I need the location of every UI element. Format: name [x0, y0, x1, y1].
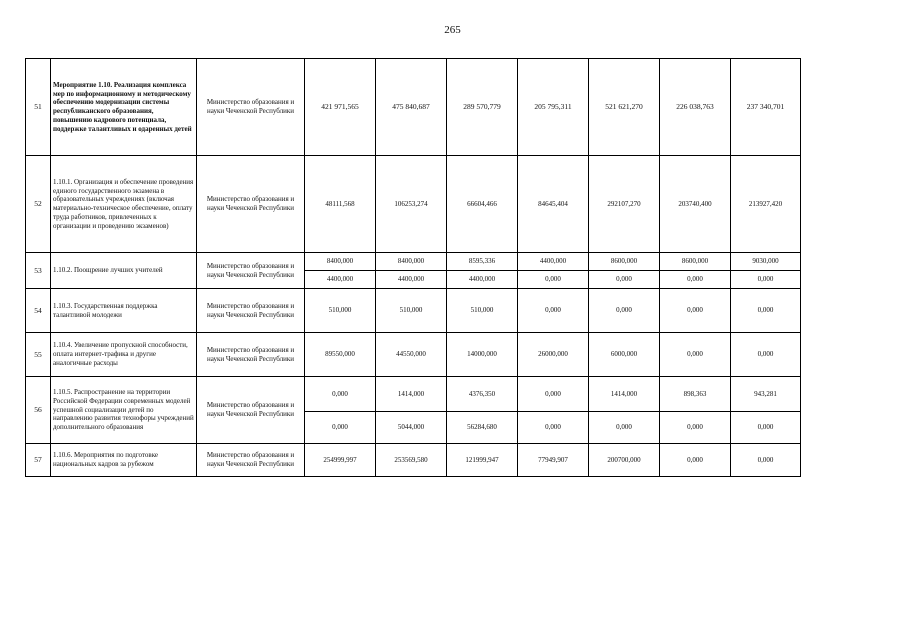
- value-cell: 0,000: [518, 289, 589, 333]
- row-number: 56: [26, 377, 51, 444]
- value-cell: 0,000: [518, 377, 589, 412]
- table-row: [26, 444, 801, 477]
- value-cell: 226 038,763: [660, 59, 731, 156]
- value-cell: 421 971,565: [305, 59, 376, 156]
- responsible-org: Министерство образования и науки Чеченской Республики: [197, 333, 305, 377]
- value-cell: 66604,466: [447, 156, 518, 253]
- value-cell: 213927,420: [731, 156, 801, 253]
- responsible-org: Министерство образования и науки Чеченской Республики: [197, 156, 305, 253]
- measure-name: 1.10.1. Организация и обеспечение проведения единого государственного экзамена в образовательных учреждениях (включая материально-техническое обеспечение, оплату труда работников, привлеченных к организации и проведению экзаменов): [51, 156, 197, 253]
- measure-name: 1.10.3. Государственная поддержка талантливой молодежи: [51, 289, 197, 333]
- value-cell: 8600,000: [589, 253, 660, 271]
- table-row: [26, 253, 801, 271]
- value-cell: 0,000: [731, 444, 801, 477]
- value-cell: 0,000: [589, 412, 660, 444]
- value-cell: 5044,000: [376, 412, 447, 444]
- value-cell: 521 621,270: [589, 59, 660, 156]
- value-cell: 0,000: [731, 289, 801, 333]
- value-cell: 26000,000: [518, 333, 589, 377]
- value-cell: 0,000: [731, 333, 801, 377]
- value-cell: 8595,336: [447, 253, 518, 271]
- measure-name: Мероприятие 1.10. Реализация комплекса мер по информационному и методическому обеспечению модернизации системы республиканского образования, повышению кадрового потенциала, поддержке талантливых и одаренных детей: [51, 59, 197, 156]
- value-cell: 510,000: [447, 289, 518, 333]
- budget-table: [25, 58, 801, 477]
- responsible-org: Министерство образования и науки Чеченской Республики: [197, 59, 305, 156]
- responsible-org: Министерство образования и науки Чеченской Республики: [197, 289, 305, 333]
- row-number: 51: [26, 59, 51, 156]
- value-cell: 8600,000: [660, 253, 731, 271]
- value-cell: 237 340,701: [731, 59, 801, 156]
- value-cell: 205 795,311: [518, 59, 589, 156]
- row-number: 55: [26, 333, 51, 377]
- value-cell: 9030,000: [731, 253, 801, 271]
- value-cell: 0,000: [660, 444, 731, 477]
- table-row: [26, 333, 801, 377]
- value-cell: 475 840,687: [376, 59, 447, 156]
- value-cell: 0,000: [660, 271, 731, 289]
- responsible-org: Министерство образования и науки Чеченской Республики: [197, 444, 305, 477]
- table-row: [26, 59, 801, 156]
- value-cell: 48111,568: [305, 156, 376, 253]
- value-cell: 4400,000: [376, 271, 447, 289]
- measure-name: 1.10.5. Распространение на территории Российской Федерации современных моделей успешной социализации детей по направлению развития технофоры учреждений дополнительного образования: [51, 377, 197, 444]
- value-cell: 84645,404: [518, 156, 589, 253]
- value-cell: 510,000: [305, 289, 376, 333]
- value-cell: 0,000: [589, 271, 660, 289]
- table-row: [26, 377, 801, 412]
- value-cell: 8400,000: [376, 253, 447, 271]
- value-cell: 0,000: [660, 412, 731, 444]
- row-number: 54: [26, 289, 51, 333]
- value-cell: 200700,000: [589, 444, 660, 477]
- table-row: [26, 156, 801, 253]
- table-row: [26, 289, 801, 333]
- value-cell: 4400,000: [518, 253, 589, 271]
- value-cell: 106253,274: [376, 156, 447, 253]
- value-cell: 898,363: [660, 377, 731, 412]
- value-cell: 0,000: [518, 412, 589, 444]
- value-cell: 0,000: [731, 412, 801, 444]
- value-cell: 253569,580: [376, 444, 447, 477]
- value-cell: 510,000: [376, 289, 447, 333]
- value-cell: 203740,400: [660, 156, 731, 253]
- measure-name: 1.10.6. Мероприятия по подготовке национальных кадров за рубежом: [51, 444, 197, 477]
- row-number: 52: [26, 156, 51, 253]
- value-cell: 0,000: [731, 271, 801, 289]
- value-cell: 4376,350: [447, 377, 518, 412]
- value-cell: 0,000: [305, 377, 376, 412]
- value-cell: 1414,000: [376, 377, 447, 412]
- value-cell: 254999,997: [305, 444, 376, 477]
- measure-name: 1.10.4. Увеличение пропускной способности, оплата интернет-трафика и другие аналогичные расходы: [51, 333, 197, 377]
- value-cell: 44550,000: [376, 333, 447, 377]
- row-number: 57: [26, 444, 51, 477]
- value-cell: 0,000: [660, 289, 731, 333]
- value-cell: 292107,270: [589, 156, 660, 253]
- value-cell: 56284,680: [447, 412, 518, 444]
- page-number: 265: [444, 24, 461, 36]
- value-cell: 0,000: [305, 412, 376, 444]
- value-cell: 77949,907: [518, 444, 589, 477]
- row-number: 53: [26, 253, 51, 289]
- measure-name: 1.10.2. Поощрение лучших учителей: [51, 253, 197, 289]
- value-cell: 289 570,779: [447, 59, 518, 156]
- value-cell: 6000,000: [589, 333, 660, 377]
- value-cell: 121999,947: [447, 444, 518, 477]
- value-cell: 4400,000: [305, 271, 376, 289]
- value-cell: 89550,000: [305, 333, 376, 377]
- value-cell: 0,000: [518, 271, 589, 289]
- value-cell: 8400,000: [305, 253, 376, 271]
- value-cell: 0,000: [589, 289, 660, 333]
- value-cell: 1414,000: [589, 377, 660, 412]
- value-cell: 0,000: [660, 333, 731, 377]
- responsible-org: Министерство образования и науки Чеченской Республики: [197, 377, 305, 444]
- value-cell: 14000,000: [447, 333, 518, 377]
- value-cell: 943,281: [731, 377, 801, 412]
- responsible-org: Министерство образования и науки Чеченской Республики: [197, 253, 305, 289]
- value-cell: 4400,000: [447, 271, 518, 289]
